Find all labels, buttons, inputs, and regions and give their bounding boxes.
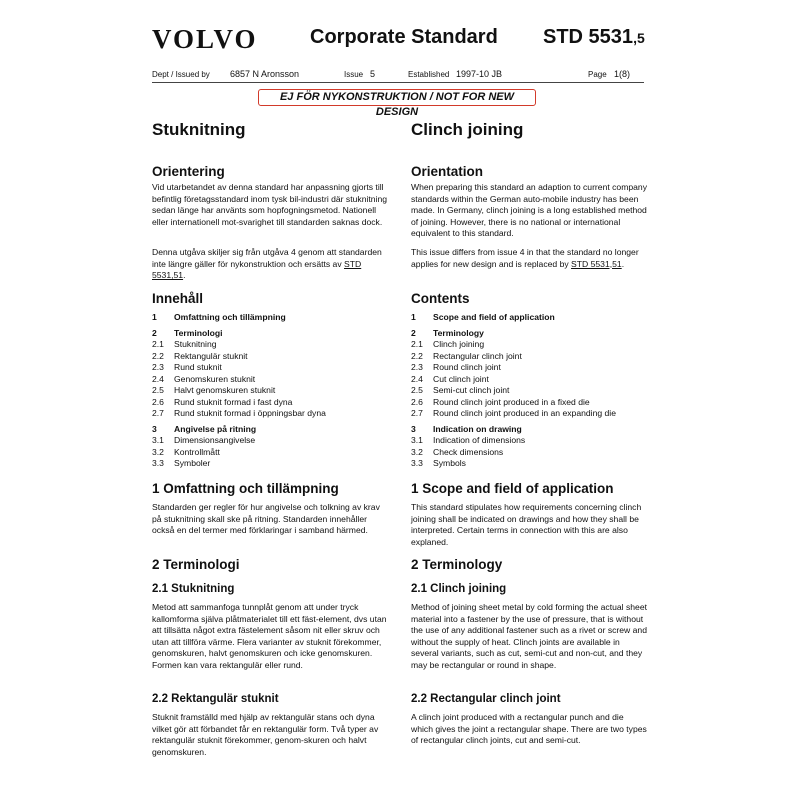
toc-item[interactable]	[152, 312, 392, 324]
right-s2-heading: 2 Terminology	[411, 557, 503, 572]
toc-item[interactable]	[152, 458, 392, 470]
toc-item-number: 3.2	[411, 446, 423, 457]
toc-item[interactable]	[411, 312, 651, 324]
toc-item-number: 2.5	[411, 385, 423, 395]
left-s1-heading: 1 Omfattning och tillämpning	[152, 481, 339, 496]
toc-item-number: 2.2	[152, 350, 164, 361]
toc-item[interactable]	[152, 374, 392, 386]
toc-item-number: 2.1	[152, 339, 164, 349]
toc-item[interactable]	[411, 424, 651, 436]
toc-item-number: 3.3	[411, 458, 423, 468]
toc-item-number: 1	[152, 312, 157, 322]
toc-item-number: 1	[411, 312, 416, 322]
toc-item-number: 2.3	[152, 362, 164, 372]
toc-item-label: Genomskuren stuknit	[174, 373, 256, 384]
left-contents-heading: Innehåll	[152, 291, 204, 306]
toc-item-label: Indication of dimensions	[433, 435, 526, 445]
toc-item-label: Symboler	[174, 458, 211, 468]
right-orientation-heading: Orientation	[411, 164, 484, 179]
standard-number-suffix: ,5	[633, 30, 645, 46]
toc-item-number: 3.3	[152, 458, 164, 468]
left-s21-heading: 2.1 Stuknitning	[152, 583, 235, 595]
left-orientation-p1: Vid utarbetandet av denna standard har anpassning gjorts till befintlig företagsstandard inom tysk bil-industri där stuknitning sedan länge har använts som hopfogningsmetod. Nationell eller internationell mot-svarighet till standarden saknas dock.	[152, 182, 388, 227]
issue-label: Issue	[344, 70, 364, 79]
toc-item-label: Terminologi	[174, 327, 223, 338]
page-value: 1(8)	[614, 69, 631, 79]
toc-item-label: Dimensionsangivelse	[174, 435, 256, 445]
toc-item[interactable]	[152, 362, 392, 374]
page-label: Page	[588, 70, 607, 79]
toc-item-number: 2.4	[411, 373, 423, 384]
toc-item-label: Clinch joining	[433, 339, 485, 349]
toc-item-label: Round clinch joint produced in a fixed die	[433, 396, 590, 407]
right-s22-paragraph: A clinch joint produced with a rectangular punch and die which gives the joint a rectangular shape. There are two types of rectangular clinch joints, cut and semi-cut.	[411, 712, 647, 746]
right-s21-heading: 2.1 Clinch joining	[411, 583, 507, 595]
toc-item-label: Scope and field of application	[433, 312, 555, 322]
left-s1-paragraph: Standarden ger regler för hur angivelse och tolkning av krav på stuknitning skall ske på ritning. Standarden innehåller också en del termer med förklaringar i samband härmed.	[152, 502, 380, 536]
toc-item-label: Indication on drawing	[433, 423, 522, 434]
toc-item-label: Rectangular clinch joint	[433, 350, 522, 361]
left-orientation-p2-text: Denna utgåva skiljer sig från utgåva 4 genom att standarden inte längre gäller för nykonstruktion och ersätts av	[152, 247, 382, 269]
toc-item-number: 3	[152, 423, 157, 434]
toc-item-label: Cut clinch joint	[433, 373, 489, 384]
left-orientation-p2	[152, 247, 388, 282]
left-toc	[152, 312, 392, 470]
toc-item-number: 2.2	[411, 350, 423, 361]
toc-item[interactable]	[411, 385, 651, 397]
document-type: Corporate Standard	[310, 26, 498, 48]
toc-item-number: 2	[152, 327, 157, 338]
standard-number-main: STD 5531	[543, 26, 634, 48]
right-s1-paragraph: This standard stipulates how requirements concerning clinch joining shall be indicated on drawings and how they shall be interpreted. Certain terms in connection with this are also explaned.	[411, 502, 642, 547]
toc-item-label: Rund stuknit formad i fast dyna	[174, 396, 293, 407]
toc-item-label: Rektangulär stuknit	[174, 350, 248, 361]
toc-item[interactable]	[152, 424, 392, 436]
toc-item-label: Symbols	[433, 458, 466, 468]
toc-item-number: 2	[411, 327, 416, 338]
toc-item[interactable]	[411, 397, 651, 409]
left-s22-heading: 2.2 Rektangulär stuknit	[152, 693, 279, 705]
toc-item[interactable]	[411, 458, 651, 470]
toc-item-label: Kontrollmått	[174, 446, 220, 457]
toc-item-number: 3.1	[152, 435, 164, 445]
toc-item[interactable]	[152, 385, 392, 397]
toc-item[interactable]	[411, 374, 651, 386]
toc-item-number: 3.2	[152, 446, 164, 457]
toc-item[interactable]	[411, 339, 651, 351]
toc-item[interactable]	[411, 328, 651, 340]
toc-item-label: Semi-cut clinch joint	[433, 385, 510, 395]
meta-line	[152, 66, 644, 83]
toc-item[interactable]	[411, 435, 651, 447]
right-s21-paragraph: Method of joining sheet metal by cold forming the actual sheet material into a fastener by the use of pressure, that is without the use of any additional fastener such as a rivet or screw and without the supply of heat. Clinch joints are available in several variants, such as cut, semi-cut and non-cut, and they may be rectangular or round in shape.	[411, 602, 647, 670]
toc-item[interactable]	[411, 351, 651, 363]
right-orientation-p2-text: This issue differs from issue 4 in that the standard no longer applies for new design and is replaced by	[411, 247, 639, 269]
toc-item-number: 2.5	[152, 385, 164, 395]
toc-item-label: Rund stuknit formad i öppningsbar dyna	[174, 408, 326, 418]
volvo-logo: VOLVO	[152, 24, 258, 54]
established-value: 1997-10 JB	[456, 69, 503, 79]
toc-item[interactable]	[152, 397, 392, 409]
left-orientation-heading: Orientering	[152, 164, 225, 179]
not-for-new-design-banner: EJ FÖR NYKONSTRUKTION / NOT FOR NEW DESIGN	[258, 89, 536, 106]
toc-item-label: Stuknitning	[174, 339, 217, 349]
left-s22-paragraph: Stuknit framställd med hjälp av rektangulär stans och dyna vilket gör att förbandet får en rektangulär form. Två typer av rektangulär stuknit förekommer, genom-skuren och halvt genomskuren.	[152, 712, 379, 757]
toc-item-number: 3	[411, 423, 416, 434]
right-orientation-p2-end: .	[621, 258, 625, 269]
toc-item[interactable]	[152, 408, 392, 420]
established-label: Established	[408, 70, 450, 79]
toc-item-number: 2.1	[411, 339, 423, 349]
left-std-link[interactable]: STD 5531,51	[152, 258, 362, 281]
toc-item[interactable]	[411, 447, 651, 459]
left-orientation-p2-end: .	[183, 270, 186, 281]
toc-item[interactable]	[152, 339, 392, 351]
toc-item-label: Rund stuknit	[174, 362, 222, 372]
right-s1-heading: 1 Scope and field of application	[411, 481, 614, 496]
toc-item-label: Omfattning och tillämpning	[174, 312, 286, 322]
standard-number	[543, 26, 645, 49]
toc-item[interactable]	[152, 435, 392, 447]
right-contents-heading: Contents	[411, 291, 470, 306]
toc-item[interactable]	[411, 408, 651, 420]
toc-item[interactable]	[152, 328, 392, 340]
left-s21-paragraph: Metod att sammanfoga tunnplåt genom att under tryck kallomforma själva plåtmaterialet till ett fäst-element, dvs utan att tillsätta något extra fästelement såsom nit eller skruv och utan att tillföra värme. Flera varianter av stuknit förekommer, genomskuren, halvt genomskuren och icke genomskuren. Formen kan vara rektangulär eller rund.	[152, 602, 387, 670]
dept-value: 6857 N Aronsson	[230, 69, 300, 79]
toc-item[interactable]	[411, 362, 651, 374]
right-toc	[411, 312, 651, 470]
toc-item-number: 2.3	[411, 362, 423, 372]
issue-value: 5	[370, 69, 376, 79]
toc-item-number: 2.7	[411, 408, 423, 418]
toc-item-label: Round clinch joint	[433, 362, 501, 372]
toc-item[interactable]	[152, 447, 392, 459]
toc-item-number: 2.6	[152, 396, 164, 407]
left-title: Stuknitning	[152, 120, 246, 139]
right-s22-heading: 2.2 Rectangular clinch joint	[411, 693, 561, 705]
toc-item-number: 2.6	[411, 396, 423, 407]
right-orientation-p1: When preparing this standard an adaption to current company standards within the German auto-mobile industry has been made. In Germany, clinch joining is a long established method of joining. However, there is no national or international equivalent to this standard.	[411, 182, 647, 239]
toc-item-label: Round clinch joint produced in an expanding die	[433, 408, 616, 418]
toc-item[interactable]	[152, 351, 392, 363]
toc-item-number: 2.4	[152, 373, 164, 384]
toc-item-number: 2.7	[152, 408, 164, 418]
toc-item-label: Check dimensions	[433, 446, 504, 457]
dept-label: Dept / Issued by	[152, 70, 210, 79]
right-orientation-p2	[411, 247, 647, 270]
toc-item-label: Terminology	[433, 327, 484, 338]
right-std-link[interactable]: STD 5531,51	[571, 258, 622, 269]
toc-item-label: Angivelse på ritning	[174, 423, 257, 434]
right-title: Clinch joining	[411, 120, 524, 139]
toc-item-number: 3.1	[411, 435, 423, 445]
left-s2-heading: 2 Terminologi	[152, 557, 240, 572]
toc-item-label: Halvt genomskuren stuknit	[174, 385, 276, 395]
